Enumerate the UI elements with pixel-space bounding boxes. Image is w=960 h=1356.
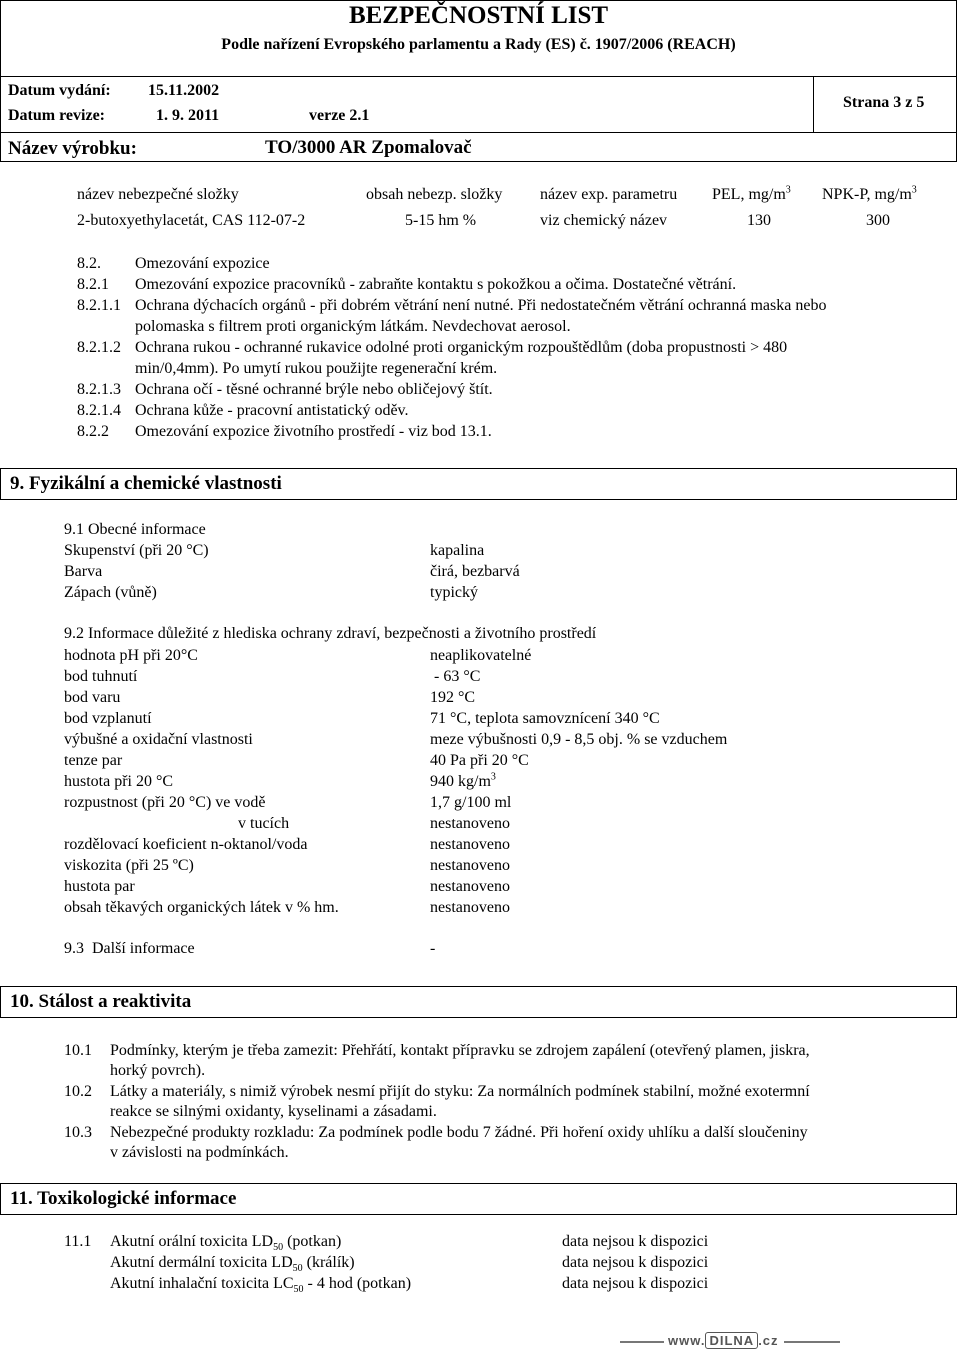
property-label: Zápach (vůně): [64, 584, 157, 601]
property-value: 192 °C: [430, 689, 476, 706]
table-cell: viz chemický název: [540, 212, 668, 229]
table-header-cell: název exp. parametru: [540, 186, 678, 203]
property-value: nestanoveno: [430, 878, 510, 895]
item-text: Omezování expozice životního prostředí - viz bod 13.1.: [135, 423, 492, 440]
revision-date: 1. 9. 2011: [156, 107, 220, 124]
document-title: BEZPEČNOSTNÍ LIST: [348, 2, 609, 29]
item-number: 11.1: [64, 1233, 92, 1250]
section-heading: 10. Stálost a reaktivita: [10, 991, 192, 1012]
item-text: horký povrch).: [110, 1062, 206, 1079]
property-value: typický: [430, 584, 478, 601]
item-number: 10.2: [64, 1083, 92, 1100]
property-value: 40 Pa při 20 °C: [430, 752, 529, 769]
toxicity-label: Akutní dermální toxicita $LD_{50}$ (králík): [110, 1254, 355, 1275]
item-number: 8.2.1.3: [77, 381, 121, 398]
page-number: Strana 3 z 5: [843, 94, 925, 111]
property-label: hustota par: [64, 878, 135, 895]
item-text: min/0,4mm). Po umytí rukou použijte regenerační krém.: [135, 360, 498, 377]
footer-logo: www. DILNA .cz: [668, 1333, 779, 1348]
toxicity-label: Akutní inhalační toxicita $LC_{50} - 4$ hod (potkan): [110, 1275, 412, 1296]
table-cell: 2-butoxyethylacetát, CAS 112-07-2: [77, 212, 306, 229]
toxicity-value: data nejsou k dispozici: [562, 1275, 709, 1292]
property-label: bod tuhnutí: [64, 668, 138, 685]
property-label: Skupenství (při 20 °C): [64, 542, 209, 559]
property-label: tenze par: [64, 752, 123, 769]
item-number: 8.2.1.2: [77, 339, 121, 356]
item-number: 8.2.1: [77, 276, 109, 293]
section-heading: 9. Fyzikální a chemické vlastnosti: [10, 473, 282, 494]
toxicity-label: Akutní orální toxicita $LD_{50}$ (potkan): [110, 1233, 342, 1254]
product-name: TO/3000 AR Zpomalovač: [265, 137, 472, 158]
footer-divider: [784, 1341, 840, 1343]
subsection-title: 9.2 Informace důležité z hlediska ochrany zdraví, bezpečnosti a životního prostředí: [64, 625, 597, 642]
product-label: Název výrobku:: [8, 138, 137, 159]
property-value: nestanoveno: [430, 815, 510, 832]
subsection-title: 9.3 Další informace: [64, 940, 195, 957]
property-value: 1,7 g/100 ml: [430, 794, 512, 811]
property-value: nestanoveno: [430, 836, 510, 853]
item-number: 8.2.: [77, 255, 101, 272]
toxicity-value: data nejsou k dispozici: [562, 1233, 709, 1250]
document-subtitle: Podle nařízení Evropského parlamentu a Rady (ES) č. 1907/2006 (REACH): [221, 36, 736, 53]
property-label: obsah těkavých organických látek v % hm.: [64, 899, 339, 916]
item-number: 8.2.2: [77, 423, 109, 440]
item-number: 10.3: [64, 1124, 92, 1141]
property-label: v tucích: [238, 815, 290, 832]
item-text: Nebezpečné produkty rozkladu: Za podmínek podle bodu 7 žádné. Při hoření oxidy uhlíku a další sloučeniny: [110, 1124, 808, 1141]
property-label: Barva: [64, 563, 103, 580]
header-divider: [1, 132, 956, 133]
item-text: Ochrana kůže - pracovní antistatický oděv.: [135, 402, 409, 419]
table-header-cell: NPK-P, $mg/m^3$: [822, 184, 917, 203]
property-value: 71 °C, teplota samovznícení 340 °C: [430, 710, 660, 727]
property-label: viskozita (při 25 ºC): [64, 857, 194, 874]
property-value: nestanoveno: [430, 899, 510, 916]
item-number: 8.2.1.1: [77, 297, 121, 314]
item-text: Ochrana očí - těsné ochranné brýle nebo obličejový štít.: [135, 381, 493, 398]
item-text: Ochrana rukou - ochranné rukavice odolné proti organickým rozpouštědlům (doba propustnosti > 480: [135, 339, 788, 356]
section-heading: 11. Toxikologické informace: [10, 1188, 237, 1209]
footer-divider: [620, 1341, 664, 1343]
property-value: kapalina: [430, 542, 485, 559]
item-text: Ochrana dýchacích orgánů - při dobrém větrání není nutné. Při nedostatečném větrání ochranná maska nebo: [135, 297, 827, 314]
property-label: bod vzplanutí: [64, 710, 152, 727]
property-label: výbušné a oxidační vlastnosti: [64, 731, 253, 748]
item-text: Látky a materiály, s nimiž výrobek nesmí přijít do styku: Za normálních podmínek stabilní, možné exotermní: [110, 1083, 810, 1100]
item-number: 8.2.1.4: [77, 402, 121, 419]
issue-date-label: Datum vydání:: [8, 82, 111, 99]
table-cell: 300: [866, 212, 890, 229]
property-label: bod varu: [64, 689, 121, 706]
property-label: rozdělovací koeficient n-oktanol/voda: [64, 836, 308, 853]
item-text: Omezování expozice pracovníků - zabraňte kontaktu s pokožkou a očima. Dostatečné větrání.: [135, 276, 737, 293]
table-header-cell: název nebezpečné složky: [77, 186, 239, 203]
property-value: neaplikovatelné: [430, 647, 532, 664]
item-text: Podmínky, kterým je třeba zamezit: Přehřátí, kontakt přípravku se zdrojem zapálení (otevřený plamen, jiskra,: [110, 1042, 810, 1059]
property-value: 940 $kg/m^3$: [430, 771, 496, 790]
property-label: rozpustnost (při 20 °C) ve vodě: [64, 794, 266, 811]
subsection-title: 9.1 Obecné informace: [64, 521, 206, 538]
table-cell: 5-15 hm %: [405, 212, 477, 229]
toxicity-value: data nejsou k dispozici: [562, 1254, 709, 1271]
table-header-cell: PEL, $mg/m^3$: [712, 184, 791, 203]
item-number: 10.1: [64, 1042, 92, 1059]
issue-date: 15.11.2002: [148, 82, 220, 99]
property-value: nestanoveno: [430, 857, 510, 874]
header-divider: [813, 76, 814, 132]
revision-date-label: Datum revize:: [8, 107, 105, 124]
property-value: čirá, bezbarvá: [430, 563, 520, 580]
property-label: hodnota pH při 20°C: [64, 647, 198, 664]
item-text: polomaska s filtrem proti organickým látkám. Nevdechovat aerosol.: [135, 318, 571, 335]
property-value: - 63 °C: [430, 668, 481, 685]
item-text: v závislosti na podmínkách.: [110, 1144, 289, 1161]
version: verze 2.1: [309, 107, 370, 124]
item-text: reakce se silnými oxidanty, kyselinami a zásadami.: [110, 1103, 437, 1120]
table-cell: 130: [747, 212, 771, 229]
property-label: hustota při 20 °C: [64, 773, 174, 790]
item-text: Omezování expozice: [135, 255, 270, 272]
property-value: meze výbušnosti 0,9 - 8,5 obj. % se vzduchem: [430, 731, 728, 748]
table-header-cell: obsah nebezp. složky: [366, 186, 503, 203]
property-value: -: [430, 940, 436, 957]
